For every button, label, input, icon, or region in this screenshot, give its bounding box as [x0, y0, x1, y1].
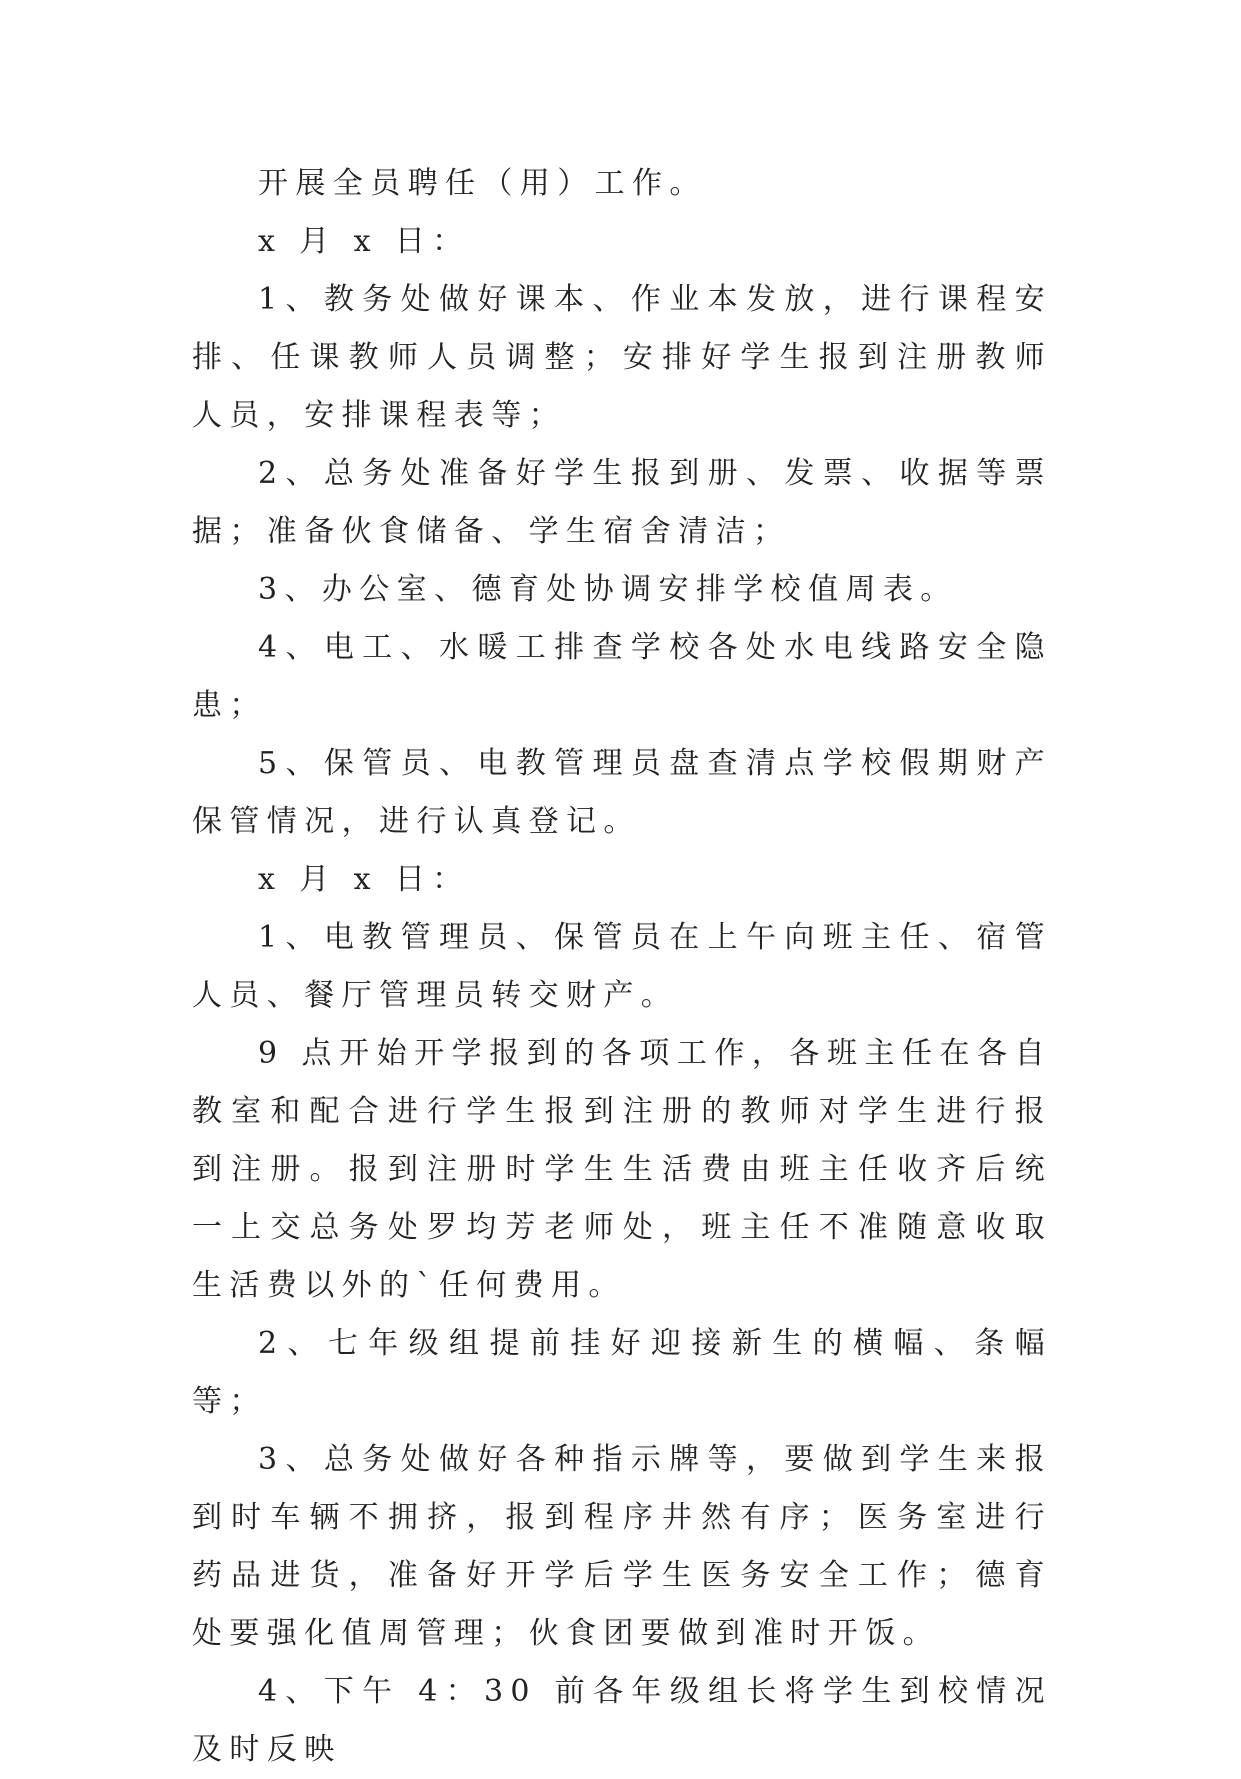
paragraph: 1、电教管理员、保管员在上午向班主任、宿管人员、餐厅管理员转交财产。	[192, 920, 1052, 1013]
paragraph: 1、教务处做好课本、作业本发放，进行课程安排、任课教师人员调整；安排好学生报到注册教师人员，安排课程表等；	[192, 282, 1052, 433]
date-heading: x 月 x 日：	[258, 224, 470, 259]
paragraph: 5、保管员、电教管理员盘查清点学校假期财产保管情况，进行认真登记。	[192, 746, 1052, 839]
paragraph: 4、下午 4：30 前各年级组长将学生到校情况及时反映	[192, 1674, 1052, 1767]
paragraph: 开展全员聘任（用）工作。	[258, 166, 707, 201]
document-page	[192, 155, 1052, 1779]
paragraph: 4、电工、水暖工排查学校各处水电线路安全隐患；	[192, 630, 1052, 723]
paragraph: 3、办公室、德育处协调安排学校值周表。	[258, 572, 958, 607]
paragraph: 2、总务处准备好学生报到册、发票、收据等票据；准备伙食储备、学生宿舍清洁；	[192, 456, 1052, 549]
paragraph: 2、七年级组提前挂好迎接新生的横幅、条幅等；	[192, 1326, 1052, 1419]
paragraph: 3、总务处做好各种指示牌等，要做到学生来报到时车辆不拥挤，报到程序井然有序；医务室进行药品进货，准备好开学后学生医务安全工作；德育处要强化值周管理；伙食团要做到准时开饭。	[192, 1442, 1052, 1651]
date-heading: x 月 x 日：	[258, 862, 470, 897]
paragraph: 9 点开始开学报到的各项工作，各班主任在各自教室和配合进行学生报到注册的教师对学生进行报到注册。报到注册时学生生活费由班主任收齐后统一上交总务处罗均芳老师处，班主任不准随意收取生活费以外的`任何费用。	[192, 1036, 1052, 1303]
